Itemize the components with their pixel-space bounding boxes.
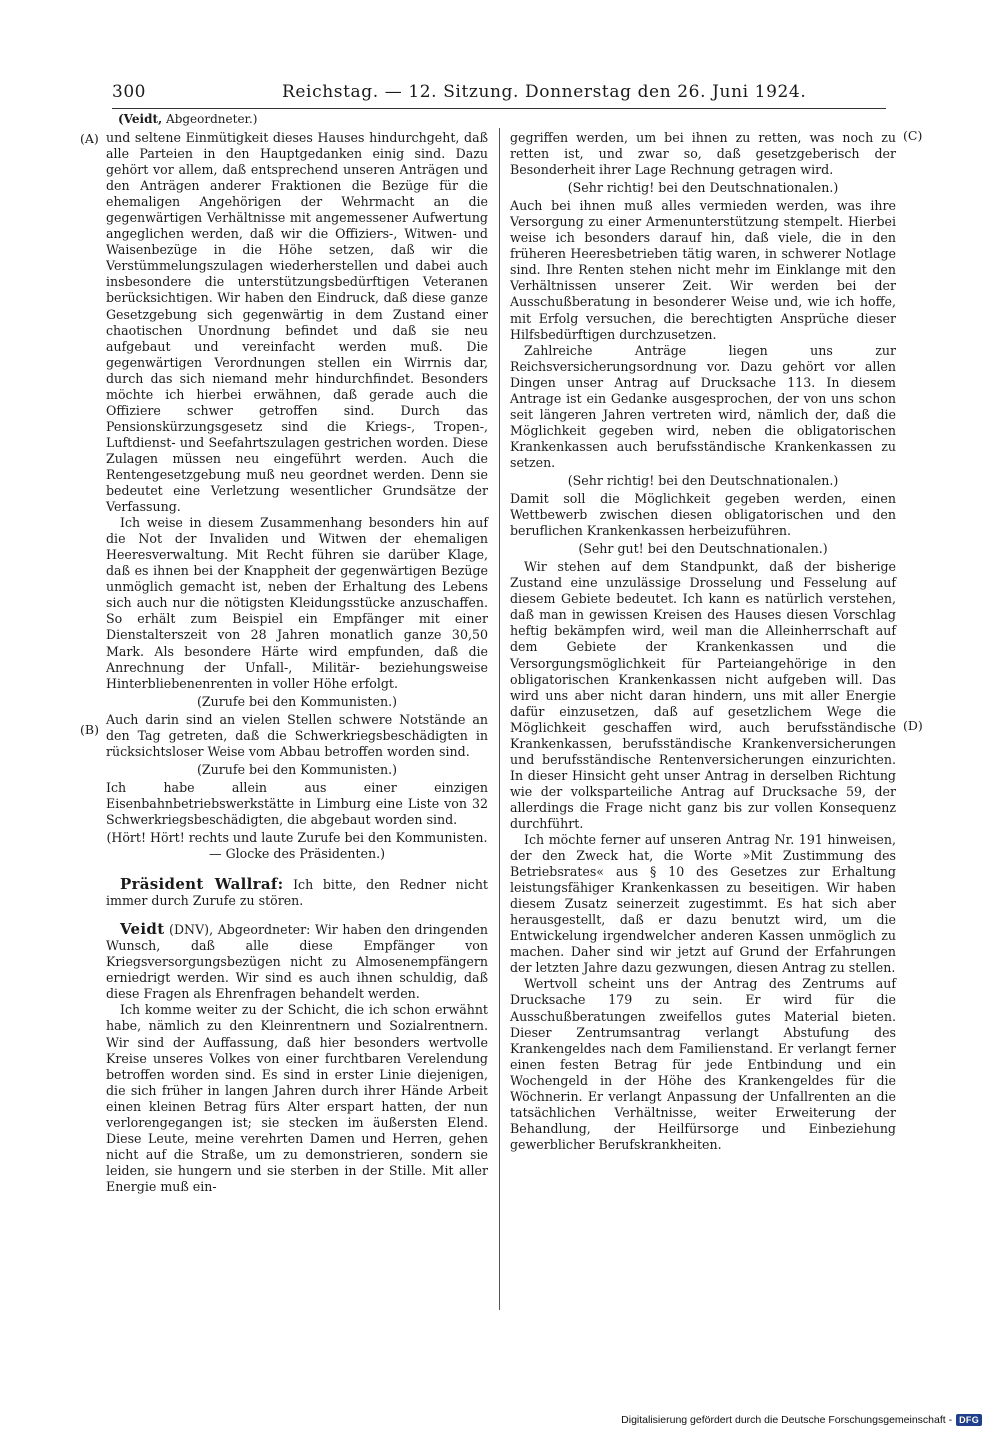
interjection: (Zurufe bei den Kommunisten.)	[197, 761, 397, 777]
paragraph: Damit soll die Möglichkeit gegeben werden, einen Wettbewerb zwischen diesen obligatorischen und den beruflichen Krankenkassen herbeizuführen.	[510, 491, 896, 539]
header-rule	[112, 108, 886, 109]
speaker-ref-name: (Veidt,	[118, 112, 163, 126]
speaker-veidt: Veidt	[120, 920, 165, 939]
statement-text: (DNV), Abgeordneter: Wir haben den dringenden Wunsch, daß alle diese Empfänger von Kriegsversorgungsbezügen nicht zu Almosenempfängern erniedrigt werden. Wir sind es auch ihnen schuldig, daß diese Fragen als Ehrenfragen behandelt werden.	[106, 922, 488, 1002]
paragraph: Wir stehen auf dem Standpunkt, daß der bisherige Zustand eine unzulässige Drosselung und Fesselung auf diesem Gebiete bedeutet. Ich kann es natürlich verstehen, daß man in gewissen Kreisen des Hauses diesen Vorschlag heftig bekämpfen wird, weil man die Alleinherrschaft auf dem Gebiete der Krankenkassen und die Versorgungsmöglichkeit für Parteiangehörige in den obligatorischen Krankenkassen nicht aufgeben will. Das wird uns aber nicht daran hindern, uns mit aller Energie dafür einzusetzen, daß auf gesetzlichem Wege die Möglichkeit geschaffen wird, auch berufsständische Krankenkassen, berufsständische Krankenversicherungen und berufsständische Rentenversicherungen einzurichten. In dieser Hinsicht geht unser Antrag in derselben Richtung wie der volksparteiliche Antrag auf Drucksache 59, der allerdings die Frage nicht ganz bis zur vollen Konsequenz durchführt.	[510, 559, 896, 831]
speaker-reference	[118, 112, 257, 126]
page-number: 300	[112, 82, 146, 102]
paragraph: Auch bei ihnen muß alles vermieden werden, was ihre Versorgung zu einer Armenunterstützung stempelt. Hierbei weise ich besonders darauf hin, daß viele, die in den früheren Heeresbetrieben tätig waren, in schwerer Notlage sind. Ihre Renten stehen nicht mehr im Einklange mit den Verhältnissen unserer Zeit. Wir werden bei der Ausschußberatung in besonderer Weise und, wie ich hoffe, mit Erfolg versuchen, die berechtigten Ansprüche dieser Hilfsbedürftigen durchzusetzen.	[510, 198, 896, 342]
margin-mark-b: (B)	[80, 722, 99, 737]
paragraph: Wertvoll scheint uns der Antrag des Zentrums auf Drucksache 179 zu sein. Er wird für die Ausschußberatungen zweifellos gutes Material bieten. Dieser Zentrumsantrag verlangt Abstufung des Krankengeldes nach dem Familienstand. Er verlangt ferner einen festen Betrag für jede Entbindung und ein Wochengeld in der Höhe des Krankengeldes für die Wöchnerin. Er verlangt Anpassung der Unfallrenten an die tatsächlichen Verhältnisse, weiter Erweiterung der Behandlung, der Heilfürsorge und Einbeziehung gewerblicher Berufskrankheiten.	[510, 976, 896, 1152]
footer-text: Digitalisierung gefördert durch die Deutsche Forschungsgemeinschaft -	[621, 1414, 953, 1426]
interjection: (Sehr richtig! bei den Deutschnationalen.)	[567, 472, 839, 488]
paragraph: Auch darin sind an vielen Stellen schwere Notstände an den Tag getreten, daß die Schwerkriegsbeschädigten in rücksichtsloser Weise vom Abbau betroffen worden sind.	[106, 711, 488, 759]
left-column	[106, 130, 488, 1195]
speaker-ref-role: Abgeordneter.)	[166, 112, 258, 126]
interjection: (Hört! Hört! rechts und laute Zurufe bei den Kommunisten. — Glocke des Präsidenten.)	[106, 830, 488, 862]
page-title: Reichstag. — 12. Sitzung. Donnerstag den 26. Juni 1924.	[282, 82, 807, 102]
paragraph: Ich habe allein aus einer einzigen Eisenbahnbetriebswerkstätte in Limburg eine Liste von 32 Schwerkriegsbeschädigten, die abgebaut worden sind.	[106, 779, 488, 827]
footer	[621, 1414, 982, 1426]
speaker-statement	[106, 921, 488, 1002]
column-divider	[499, 128, 500, 1310]
interjection: (Sehr richtig! bei den Deutschnationalen.)	[567, 180, 839, 196]
paragraph: Ich komme weiter zu der Schicht, die ich schon erwähnt habe, nämlich zu den Kleinrentnern und Sozialrentnern. Wir sind der Auffassung, daß hier besonders wertvolle Kreise unseres Volkes von einer furchtbaren Verelendung betroffen worden sind. Es sind in erster Linie diejenigen, die sich früher in langen Jahren durch ihrer Hände Arbeit einen kleinen Betrag fürs Alter erspart hatten, der nun verlorengegangen ist; sie stecken im äußersten Elend. Diese Leute, meine verehrten Damen und Herren, gehen nicht auf die Straße, um zu demonstrieren, sondern sie leiden, sie hungern und sie sterben in der Stille. Mit aller Energie muß ein-	[106, 1002, 488, 1194]
margin-mark-a: (A)	[80, 131, 99, 146]
margin-mark-c: (C)	[903, 128, 923, 143]
paragraph: und seltene Einmütigkeit dieses Hauses hindurchgeht, daß alle Parteien in den Hauptgedanken einig sind. Dazu gehört vor allem, daß entsprechend unseren Anträgen und den Anträgen anderer Fraktionen die Bezüge für die ehemaligen Angehörigen der Wehrmacht an die gegenwärtigen Verhältnisse mit angemessener Aufwertung angeglichen werden, daß wir die Offiziers-, Witwen- und Waisenbezüge in die Höhe setzen, daß wir die Verstümmelungszulagen wiederherstellen und dabei auch insbesondere die unterstützungsbedürftigen Veteranen berücksichtigen. Wir haben den Eindruck, daß diese ganze Gesetzgebung sich gegenwärtig in dem Zustand einer chaotischen Unordnung befindet und daß sie neu aufgebaut und vereinfacht werden muß. Die gegenwärtigen Verordnungen stellen ein Wirrnis dar, durch das sich niemand mehr hindurchfindet. Besonders möchte ich hierbei erwähnen, daß gerade auch die Offiziere schwer getroffen sind. Durch das Pensionskürzungsgesetz sind die Kriegs-, Tropen-, Luftdienst- und Seefahrtszulagen gestrichen worden. Diese Zulagen müssen neu eingeführt werden. Auch die Rentengesetzgebung muß neu geordnet werden. Denn sie bedeutet eine Verletzung wesentlicher Grundsätze der Verfassung.	[106, 130, 488, 515]
paragraph: gegriffen werden, um bei ihnen zu retten, was noch zu retten ist, und zwar so, daß gesetzgeberisch der Besonderheit ihrer Lage Rechnung getragen wird.	[510, 130, 896, 178]
paragraph: Ich weise in diesem Zusammenhang besonders hin auf die Not der Invaliden und Witwen der ehemaligen Heeresverwaltung. Mit Recht führen sie darüber Klage, daß es ihnen bei der Knappheit der gegenwärtigen Bezüge unmöglich gemacht ist, neben der Erhaltung des Lebens sich auch nur die nötigsten Kleidungsstücke anzuschaffen. So erhält zum Beispiel ein Empfänger mit einer Dienstalterszeit von 28 Jahren monatlich ganze 30,50 Mark. Als besondere Härte wird empfunden, daß die Anrechnung der Unfall-, Militär- beziehungsweise Hinterbliebenenrenten in voller Höhe erfolgt.	[106, 515, 488, 691]
paragraph: Ich möchte ferner auf unseren Antrag Nr. 191 hinweisen, der den Zweck hat, die Worte »Mit Zustimmung des Betriebsrates« aus § 10 des Gesetzes zur Erhaltung leistungsfähiger Krankenkassen zu beseitigen. Wir haben diesem Zusatz seinerzeit zugestimmt. Es hat sich aber herausgestellt, daß er dazu benutzt wird, um die Entwickelung irgendwelcher anderen Kassen unmöglich zu machen. Daher sind wir jetzt auf Grund der Erfahrungen der letzten Jahre dazu gezwungen, diesen Antrag zu stellen.	[510, 832, 896, 976]
interjection: (Sehr gut! bei den Deutschnationalen.)	[578, 541, 828, 557]
right-column	[510, 130, 896, 1153]
president-statement	[106, 876, 488, 909]
interjection: (Zurufe bei den Kommunisten.)	[197, 693, 397, 709]
statement-text: Ich bitte, den Redner nicht immer durch Zurufe zu stören.	[106, 877, 488, 909]
speaker-president: Präsident Wallraf:	[120, 875, 284, 894]
margin-mark-d: (D)	[903, 718, 923, 733]
dfg-logo: DFG	[956, 1414, 982, 1426]
page-header	[112, 82, 882, 106]
paragraph: Zahlreiche Anträge liegen uns zur Reichsversicherungsordnung vor. Dazu gehört vor allen Dingen unser Antrag auf Drucksache 113. In diesem Antrage ist ein Gedanke ausgesprochen, der von uns schon seit längeren Jahren vertreten wird, nämlich der, daß die Möglichkeit gegeben wird, neben die obligatorischen Krankenkassen auch berufsständische Krankenkassen zu setzen.	[510, 342, 896, 470]
